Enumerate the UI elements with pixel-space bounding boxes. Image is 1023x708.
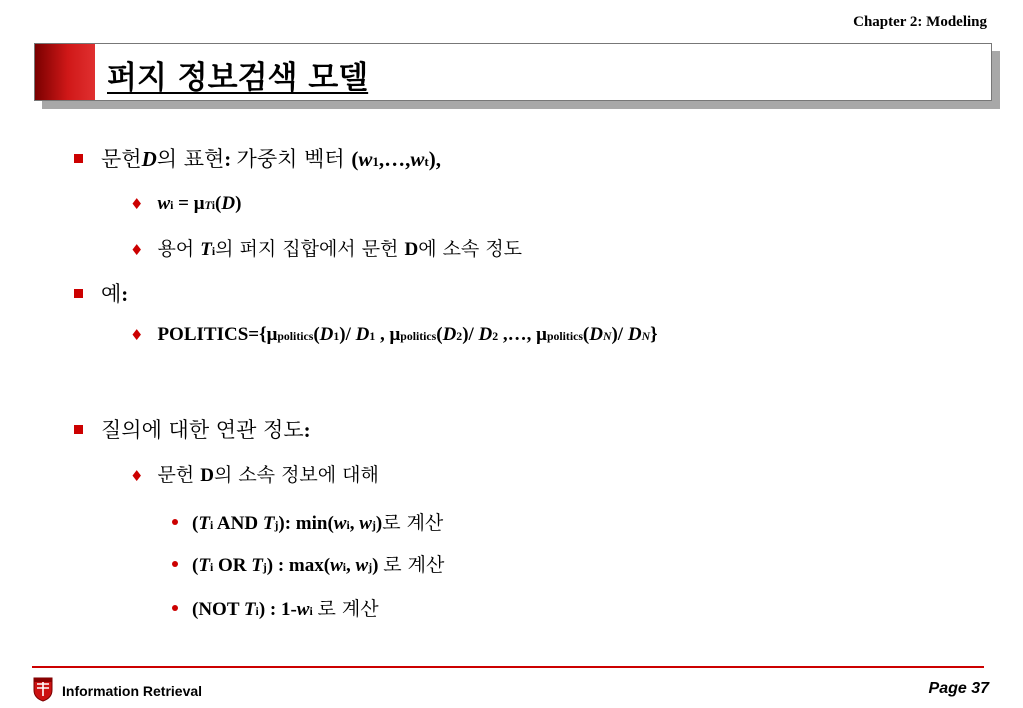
sub-bullet-membership-info: ♦ 문헌 D 의 소속 정보에 대해 — [130, 464, 379, 486]
chapter-header: Chapter 2: Modeling — [853, 14, 987, 30]
bullet-query-relevance: 질의에 대한 연관 정도 : — [74, 414, 311, 444]
square-bullet-icon — [74, 425, 83, 434]
sub-bullet-politics-example: ♦ POLITICS={ μ politics ( D 1 )/ D 1 , μ politics ( D 2 )/ D 2 ,…, μ politics ( D N )/ D N } — [130, 324, 658, 345]
sub-bullet-weight-formula: ♦ w i = μ Ti ( D ) — [130, 193, 242, 214]
sub-bullet-membership-degree: ♦ 용어 T i 의 퍼지 집합에서 문헌 D 에 소속 정도 — [130, 238, 523, 260]
title-accent-bar — [35, 44, 95, 100]
slide-title: 퍼지 정보검색 모델 — [107, 60, 369, 96]
item-or-rule: ( T i OR T j ) : max( w i , w j ) 로 계산 — [172, 550, 444, 577]
dot-bullet-icon — [172, 561, 178, 567]
diamond-bullet-icon: ♦ — [130, 326, 144, 344]
diamond-bullet-icon: ♦ — [130, 241, 144, 259]
dot-bullet-icon — [172, 605, 178, 611]
item-not-rule: (NOT T i ) : 1- w i 로 계산 — [172, 594, 379, 621]
diamond-bullet-icon: ♦ — [130, 467, 144, 485]
diamond-bullet-icon: ♦ — [130, 195, 144, 213]
square-bullet-icon — [74, 289, 83, 298]
bullet-example: 예 : — [74, 278, 128, 308]
footer-divider — [32, 666, 984, 668]
item-and-rule: ( T i AND T j ): min( w i , w j ) 로 계산 — [172, 508, 443, 535]
dot-bullet-icon — [172, 519, 178, 525]
bullet-document-representation: 문헌 D 의 표현 : 가중치 벡터 ( w 1 ,…, w t ), — [74, 143, 441, 173]
university-crest-icon — [33, 676, 53, 702]
square-bullet-icon — [74, 154, 83, 163]
title-box — [34, 43, 992, 101]
footer-course-title: Information Retrieval — [62, 683, 203, 699]
page-number: Page 37 — [928, 680, 989, 697]
